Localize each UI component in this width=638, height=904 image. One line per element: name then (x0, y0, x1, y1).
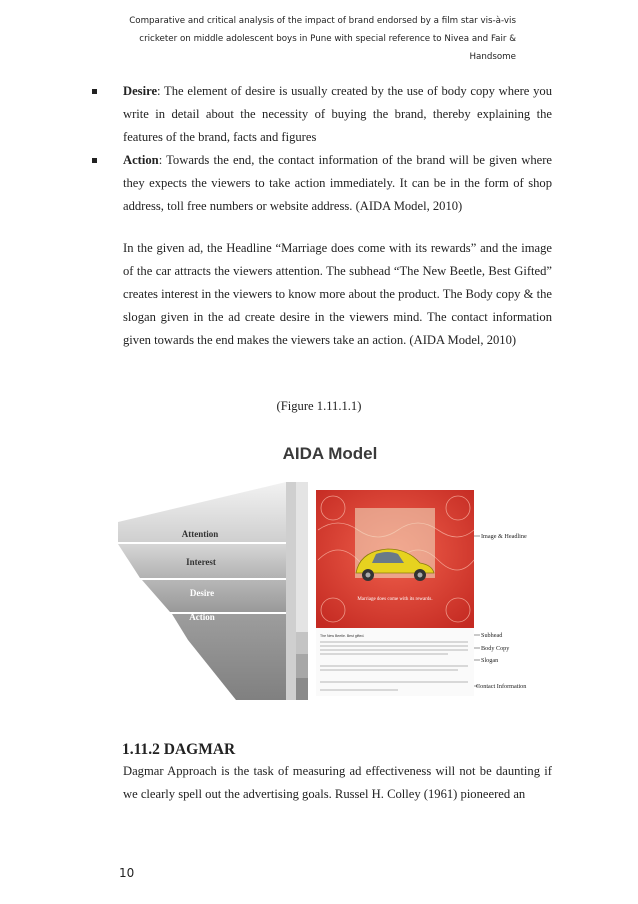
callout-body-copy: Body Copy (481, 645, 510, 652)
bullet-desire (92, 80, 552, 149)
funnel-label-interest: Interest (186, 557, 216, 567)
ad-copy-area (316, 628, 474, 696)
callout-subhead: Subhead (481, 632, 503, 639)
header-line-3: Handsome (469, 52, 516, 62)
section-heading: 1.11.2 DAGMAR (122, 741, 236, 758)
side-band (286, 482, 296, 700)
aida-figure (118, 440, 538, 702)
band-interest (296, 632, 308, 654)
ad-subhead: The New Beetle. Best gifted. (320, 634, 365, 638)
bullet-text: : The element of desire is usually created by the use of body copy where you write in detail about the necessity of buying the brand, thereby explaining the features of the brand, facts and figures (123, 84, 552, 144)
funnel-label-action: Action (189, 612, 215, 622)
bullet-marker (92, 158, 97, 163)
callout-contact-information: Contact Information (476, 683, 527, 690)
aida-model-diagram (118, 440, 538, 702)
callout-image-headline: Image & Headline (481, 533, 527, 540)
bullet-marker (92, 89, 97, 94)
figure-caption: (Figure 1.11.1.1) (276, 399, 362, 413)
ad-tagline: Marriage does come with its rewards. (357, 597, 433, 602)
band-action (296, 678, 308, 700)
funnel-action-section (172, 614, 286, 700)
running-header (96, 12, 516, 66)
bullet-term: Desire (123, 84, 158, 98)
callout-slogan: Slogan (481, 657, 499, 664)
header-line-1: Comparative and critical analysis of the impact of brand endorsed by a film star vis-à-vis (129, 16, 516, 26)
page-number: 10 (119, 866, 135, 880)
figure-title: AIDA Model (282, 444, 378, 463)
bullet-term: Action (123, 153, 159, 167)
funnel-label-desire: Desire (189, 588, 215, 598)
section-paragraph: Dagmar Approach is the task of measuring ad effectiveness will not be daunting if we clearly spell out the advertising goals. Russel H. Colley (1961) pioneered an (123, 764, 552, 801)
band-attention (296, 482, 308, 632)
funnel-label-attention: Attention (181, 529, 219, 539)
band-desire (296, 654, 308, 678)
header-line-2: cricketer on middle adolescent boys in Pune with special reference to Nivea and Fair & (139, 34, 516, 44)
bullet-text: : Towards the end, the contact information of the brand will be given where they expects the viewers to take action immediately. It can be in the form of shop address, toll free numbers or website address. (AIDA Model, 2010) (123, 153, 552, 213)
callout-connectors (474, 536, 480, 686)
body-paragraph: In the given ad, the Headline “Marriage does come with its rewards” and the image of the car attracts the viewers attention. The subhead “The New Beetle, Best Gifted” creates interest in the viewers to know more about the product. The Body copy & the slogan given in the ad create desire in the viewers mind. The contact information given towards the end makes the viewers take an action. (AIDA Model, 2010) (123, 241, 552, 347)
bullet-action (92, 149, 552, 218)
